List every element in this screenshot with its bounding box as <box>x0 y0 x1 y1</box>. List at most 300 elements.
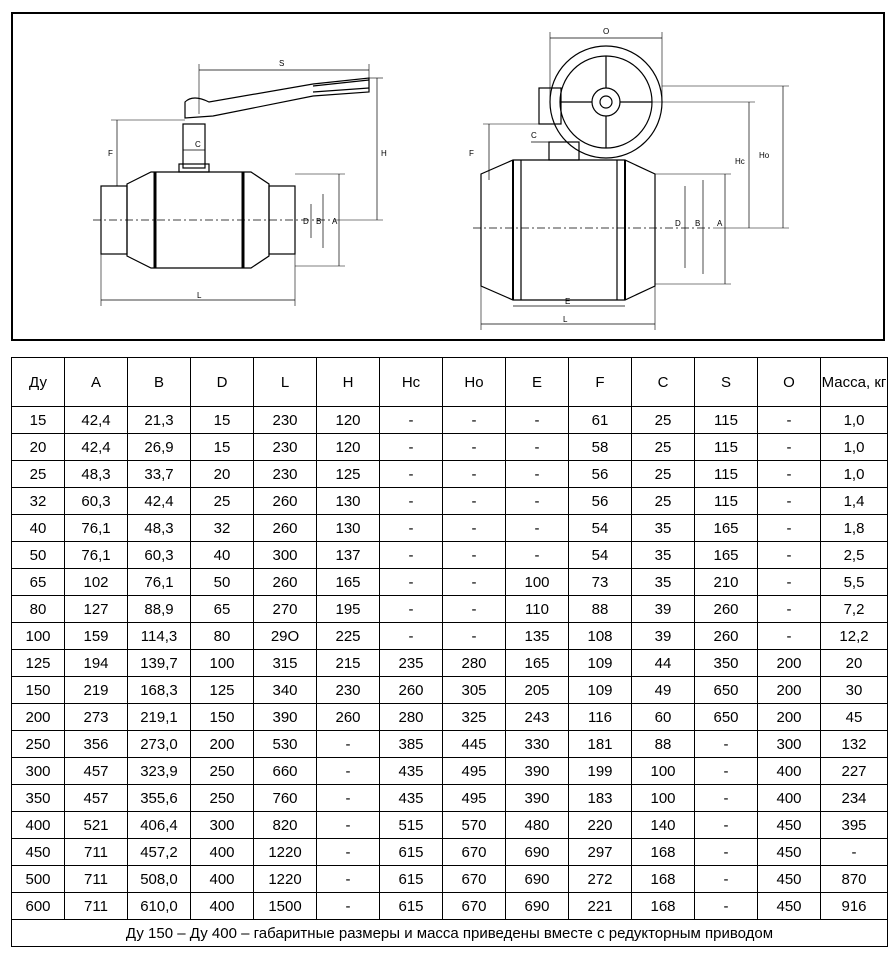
table-cell: 280 <box>443 650 506 677</box>
table-cell: 200 <box>758 650 821 677</box>
header-row <box>12 358 888 407</box>
table-cell: 234 <box>821 785 888 812</box>
valve-drawings-svg <box>13 14 883 339</box>
table-cell: 42,4 <box>128 488 191 515</box>
table-cell: 406,4 <box>128 812 191 839</box>
table-cell: - <box>758 515 821 542</box>
table-cell: 58 <box>569 434 632 461</box>
table-body <box>12 407 888 920</box>
table-cell: 390 <box>254 704 317 731</box>
label-f: F <box>108 149 113 158</box>
table-cell: 12,2 <box>821 623 888 650</box>
table-cell: 260 <box>254 569 317 596</box>
col-header: A <box>65 358 128 407</box>
table-cell: 711 <box>65 893 128 920</box>
table-cell: 183 <box>569 785 632 812</box>
table-cell: 1,8 <box>821 515 888 542</box>
table-cell: 181 <box>569 731 632 758</box>
table-cell: 1500 <box>254 893 317 920</box>
table-cell: 200 <box>758 677 821 704</box>
table-cell: 230 <box>254 461 317 488</box>
table-cell: 350 <box>695 650 758 677</box>
table-cell: 130 <box>317 515 380 542</box>
table-row <box>12 488 888 515</box>
table-cell: 26,9 <box>128 434 191 461</box>
table-cell: 56 <box>569 461 632 488</box>
table-cell: 76,1 <box>128 569 191 596</box>
table-cell: 243 <box>506 704 569 731</box>
table-cell: 650 <box>695 704 758 731</box>
table-cell: 610,0 <box>128 893 191 920</box>
table-row <box>12 893 888 920</box>
technical-drawing <box>11 12 885 341</box>
table-cell: 132 <box>821 731 888 758</box>
table-cell: 400 <box>758 758 821 785</box>
table-cell: 210 <box>695 569 758 596</box>
table-cell: 1,4 <box>821 488 888 515</box>
table-cell: 40 <box>191 542 254 569</box>
table-cell: 280 <box>380 704 443 731</box>
table-cell: - <box>317 785 380 812</box>
table-cell: 32 <box>191 515 254 542</box>
table-cell: 15 <box>12 407 65 434</box>
table-cell: 300 <box>191 812 254 839</box>
label-f-right: F <box>469 149 474 158</box>
table-cell: 20 <box>821 650 888 677</box>
table-cell: 165 <box>695 515 758 542</box>
table-cell: - <box>380 542 443 569</box>
table-cell: 120 <box>317 434 380 461</box>
table-cell: 45 <box>821 704 888 731</box>
table-cell: - <box>506 461 569 488</box>
label-b-right: B <box>695 219 701 228</box>
table-cell: 29О <box>254 623 317 650</box>
table-cell: 450 <box>12 839 65 866</box>
table-cell: 225 <box>317 623 380 650</box>
table-cell: 25 <box>632 407 695 434</box>
table-cell: 1,0 <box>821 407 888 434</box>
table-cell: 100 <box>506 569 569 596</box>
table-cell: 200 <box>758 704 821 731</box>
table-cell: 230 <box>254 434 317 461</box>
table-cell: - <box>695 758 758 785</box>
table-cell: 140 <box>632 812 695 839</box>
table-cell: - <box>758 488 821 515</box>
table-cell: 100 <box>12 623 65 650</box>
table-cell: - <box>443 623 506 650</box>
table-cell: - <box>695 812 758 839</box>
table-cell: 820 <box>254 812 317 839</box>
table-cell: 168,3 <box>128 677 191 704</box>
table-cell: 457 <box>65 785 128 812</box>
table-cell: 199 <box>569 758 632 785</box>
table-cell: 125 <box>317 461 380 488</box>
table-cell: 115 <box>695 488 758 515</box>
label-ho: Ho <box>759 151 770 160</box>
label-l: L <box>197 291 202 300</box>
table-cell: 115 <box>695 407 758 434</box>
table-cell: - <box>695 839 758 866</box>
table-cell: - <box>695 866 758 893</box>
table-cell: 110 <box>506 596 569 623</box>
table-row <box>12 758 888 785</box>
table-cell: 711 <box>65 839 128 866</box>
dimensions-table <box>11 357 888 947</box>
table-row <box>12 569 888 596</box>
table-cell: 35 <box>632 569 695 596</box>
table-cell: - <box>317 812 380 839</box>
table-cell: - <box>695 785 758 812</box>
table-cell: 168 <box>632 893 695 920</box>
table-cell: 25 <box>632 488 695 515</box>
label-d-right: D <box>675 219 681 228</box>
footnote-row <box>12 920 888 947</box>
table-row <box>12 515 888 542</box>
table-cell: 1220 <box>254 839 317 866</box>
table-cell: 260 <box>695 596 758 623</box>
table-cell: 615 <box>380 866 443 893</box>
table-cell: 25 <box>632 434 695 461</box>
table-cell: - <box>380 623 443 650</box>
table-cell: 435 <box>380 785 443 812</box>
table-cell: 159 <box>65 623 128 650</box>
table-cell: - <box>380 515 443 542</box>
table-cell: 315 <box>254 650 317 677</box>
table-cell: - <box>443 488 506 515</box>
table-cell: 100 <box>632 758 695 785</box>
table-cell: 305 <box>443 677 506 704</box>
table-cell: 115 <box>695 434 758 461</box>
table-cell: 300 <box>758 731 821 758</box>
label-a: A <box>332 217 338 226</box>
table-cell: 15 <box>191 434 254 461</box>
footnote: Ду 150 – Ду 400 – габаритные размеры и масса приведены вместе с редукторным приводом <box>12 920 888 947</box>
table-cell: 50 <box>191 569 254 596</box>
label-c-right: C <box>531 131 537 140</box>
table-cell: - <box>758 434 821 461</box>
table-cell: 109 <box>569 677 632 704</box>
table-cell: 260 <box>254 488 317 515</box>
table-cell: 916 <box>821 893 888 920</box>
table-cell: 450 <box>758 812 821 839</box>
table-cell: 355,6 <box>128 785 191 812</box>
table-cell: - <box>758 623 821 650</box>
table-row <box>12 785 888 812</box>
table-cell: 54 <box>569 542 632 569</box>
table-cell: - <box>443 434 506 461</box>
table-cell: 215 <box>317 650 380 677</box>
table-cell: 350 <box>12 785 65 812</box>
table-cell: - <box>758 569 821 596</box>
label-l-right: L <box>563 315 568 324</box>
col-header: Hc <box>380 358 443 407</box>
table-cell: - <box>443 569 506 596</box>
table-cell: 219,1 <box>128 704 191 731</box>
table-cell: 44 <box>632 650 695 677</box>
table-cell: 235 <box>380 650 443 677</box>
table-cell: 390 <box>506 785 569 812</box>
table-cell: 25 <box>632 461 695 488</box>
table-cell: 7,2 <box>821 596 888 623</box>
table-cell: 56 <box>569 488 632 515</box>
table-cell: - <box>506 407 569 434</box>
table-cell: 395 <box>821 812 888 839</box>
label-s: S <box>279 59 285 68</box>
table-cell: 80 <box>12 596 65 623</box>
table-cell: 690 <box>506 866 569 893</box>
table-cell: 500 <box>12 866 65 893</box>
table-cell: 300 <box>12 758 65 785</box>
table-cell: 165 <box>506 650 569 677</box>
table-cell: - <box>506 488 569 515</box>
table-row <box>12 839 888 866</box>
col-header: O <box>758 358 821 407</box>
table-cell: 400 <box>758 785 821 812</box>
table-cell: 385 <box>380 731 443 758</box>
col-header: E <box>506 358 569 407</box>
table-cell: 48,3 <box>65 461 128 488</box>
col-header: C <box>632 358 695 407</box>
table-cell: 300 <box>254 542 317 569</box>
table-cell: 165 <box>695 542 758 569</box>
table-cell: 61 <box>569 407 632 434</box>
table-cell: 670 <box>443 893 506 920</box>
col-header: Ho <box>443 358 506 407</box>
table-cell: 120 <box>317 407 380 434</box>
label-e: E <box>565 297 571 306</box>
table-cell: 390 <box>506 758 569 785</box>
table-cell: 195 <box>317 596 380 623</box>
table-cell: 340 <box>254 677 317 704</box>
table-cell: 435 <box>380 758 443 785</box>
table-cell: - <box>380 569 443 596</box>
label-c: C <box>195 140 201 149</box>
table-cell: 108 <box>569 623 632 650</box>
table-cell: - <box>317 893 380 920</box>
col-header: F <box>569 358 632 407</box>
table-cell: 137 <box>317 542 380 569</box>
table-cell: 60,3 <box>65 488 128 515</box>
table-cell: 457 <box>65 758 128 785</box>
label-d: D <box>303 217 309 226</box>
left-valve-lever-view <box>93 64 383 306</box>
table-cell: 76,1 <box>65 515 128 542</box>
table-cell: 273,0 <box>128 731 191 758</box>
table-cell: 400 <box>191 893 254 920</box>
table-cell: - <box>380 596 443 623</box>
table-cell: - <box>758 596 821 623</box>
table-row <box>12 677 888 704</box>
table-cell: 450 <box>758 839 821 866</box>
table-cell: 1,0 <box>821 461 888 488</box>
table-cell: 114,3 <box>128 623 191 650</box>
table-cell: - <box>506 434 569 461</box>
table-cell: 20 <box>191 461 254 488</box>
table-cell: - <box>443 407 506 434</box>
table-row <box>12 866 888 893</box>
col-header: S <box>695 358 758 407</box>
table-cell: - <box>317 866 380 893</box>
table-cell: 60,3 <box>128 542 191 569</box>
table-cell: 273 <box>65 704 128 731</box>
table-cell: 76,1 <box>65 542 128 569</box>
table-cell: 39 <box>632 596 695 623</box>
table-cell: 870 <box>821 866 888 893</box>
table-cell: 54 <box>569 515 632 542</box>
table-cell: 127 <box>65 596 128 623</box>
table-cell: 760 <box>254 785 317 812</box>
table-cell: 168 <box>632 866 695 893</box>
table-row <box>12 461 888 488</box>
col-header: Масса, кг <box>821 358 888 407</box>
table-cell: 100 <box>632 785 695 812</box>
table-cell: 200 <box>191 731 254 758</box>
table-cell: 457,2 <box>128 839 191 866</box>
table-cell: 42,4 <box>65 407 128 434</box>
table-cell: 30 <box>821 677 888 704</box>
table-cell: 400 <box>191 866 254 893</box>
table-row <box>12 542 888 569</box>
table-cell: 200 <box>12 704 65 731</box>
table-row <box>12 731 888 758</box>
table-cell: 495 <box>443 785 506 812</box>
table-cell: 250 <box>191 785 254 812</box>
table-cell: 330 <box>506 731 569 758</box>
table-cell: 109 <box>569 650 632 677</box>
table-cell: 615 <box>380 893 443 920</box>
table-cell: 35 <box>632 542 695 569</box>
table-cell: - <box>695 731 758 758</box>
col-header: L <box>254 358 317 407</box>
table-cell: 445 <box>443 731 506 758</box>
table-cell: 80 <box>191 623 254 650</box>
table-cell: 125 <box>12 650 65 677</box>
table-cell: 495 <box>443 758 506 785</box>
table-cell: 5,5 <box>821 569 888 596</box>
table-cell: 250 <box>12 731 65 758</box>
table-cell: 530 <box>254 731 317 758</box>
table-cell: - <box>380 434 443 461</box>
table-cell: 508,0 <box>128 866 191 893</box>
table-cell: 450 <box>758 866 821 893</box>
table-cell: 690 <box>506 839 569 866</box>
table-cell: 670 <box>443 839 506 866</box>
table-cell: - <box>821 839 888 866</box>
label-b: B <box>316 217 322 226</box>
col-header: H <box>317 358 380 407</box>
table-cell: 102 <box>65 569 128 596</box>
table-cell: 323,9 <box>128 758 191 785</box>
table-cell: 39 <box>632 623 695 650</box>
table-cell: 150 <box>12 677 65 704</box>
table-cell: 100 <box>191 650 254 677</box>
table-cell: 65 <box>12 569 65 596</box>
table-cell: 260 <box>317 704 380 731</box>
table-cell: 35 <box>632 515 695 542</box>
table-cell: 15 <box>191 407 254 434</box>
label-h: H <box>381 149 387 158</box>
table-cell: 711 <box>65 866 128 893</box>
table-cell: - <box>506 515 569 542</box>
table-cell: 21,3 <box>128 407 191 434</box>
table-cell: - <box>443 542 506 569</box>
table-cell: 260 <box>254 515 317 542</box>
table-cell: 165 <box>317 569 380 596</box>
table-cell: 168 <box>632 839 695 866</box>
table-cell: 65 <box>191 596 254 623</box>
table-cell: 230 <box>317 677 380 704</box>
table-cell: 150 <box>191 704 254 731</box>
table-cell: 135 <box>506 623 569 650</box>
table-cell: 356 <box>65 731 128 758</box>
table-cell: 325 <box>443 704 506 731</box>
table-cell: 88 <box>569 596 632 623</box>
table-cell: - <box>317 731 380 758</box>
col-header: D <box>191 358 254 407</box>
table-cell: 194 <box>65 650 128 677</box>
table-cell: 25 <box>191 488 254 515</box>
table-cell: 650 <box>695 677 758 704</box>
table-cell: - <box>443 461 506 488</box>
table-cell: 521 <box>65 812 128 839</box>
table-row <box>12 596 888 623</box>
table-cell: 205 <box>506 677 569 704</box>
table-cell: 400 <box>12 812 65 839</box>
table-cell: 40 <box>12 515 65 542</box>
table-cell: 20 <box>12 434 65 461</box>
table-cell: 260 <box>695 623 758 650</box>
table-cell: 480 <box>506 812 569 839</box>
table-cell: 33,7 <box>128 461 191 488</box>
table-cell: - <box>317 758 380 785</box>
table-cell: 116 <box>569 704 632 731</box>
table-cell: 450 <box>758 893 821 920</box>
table-cell: 250 <box>191 758 254 785</box>
table-cell: 130 <box>317 488 380 515</box>
table-cell: 219 <box>65 677 128 704</box>
table-cell: 260 <box>380 677 443 704</box>
table-row <box>12 623 888 650</box>
table-cell: 1220 <box>254 866 317 893</box>
table-cell: 73 <box>569 569 632 596</box>
table-cell: - <box>758 407 821 434</box>
table-cell: 88,9 <box>128 596 191 623</box>
table-cell: - <box>380 488 443 515</box>
table-cell: 660 <box>254 758 317 785</box>
table-cell: 690 <box>506 893 569 920</box>
table-cell: 227 <box>821 758 888 785</box>
table-cell: 600 <box>12 893 65 920</box>
table-cell: - <box>506 542 569 569</box>
table-cell: 88 <box>632 731 695 758</box>
table-cell: - <box>758 542 821 569</box>
table-cell: - <box>443 596 506 623</box>
table-row <box>12 812 888 839</box>
table-cell: 50 <box>12 542 65 569</box>
table-cell: 32 <box>12 488 65 515</box>
label-hc: Hc <box>735 157 745 166</box>
table-cell: 48,3 <box>128 515 191 542</box>
table-cell: 230 <box>254 407 317 434</box>
table-cell: 515 <box>380 812 443 839</box>
col-header: Ду <box>12 358 65 407</box>
table-cell: - <box>758 461 821 488</box>
table-row <box>12 434 888 461</box>
table-cell: - <box>380 461 443 488</box>
table-cell: 1,0 <box>821 434 888 461</box>
table-cell: 270 <box>254 596 317 623</box>
right-valve-gear-view <box>473 32 789 330</box>
